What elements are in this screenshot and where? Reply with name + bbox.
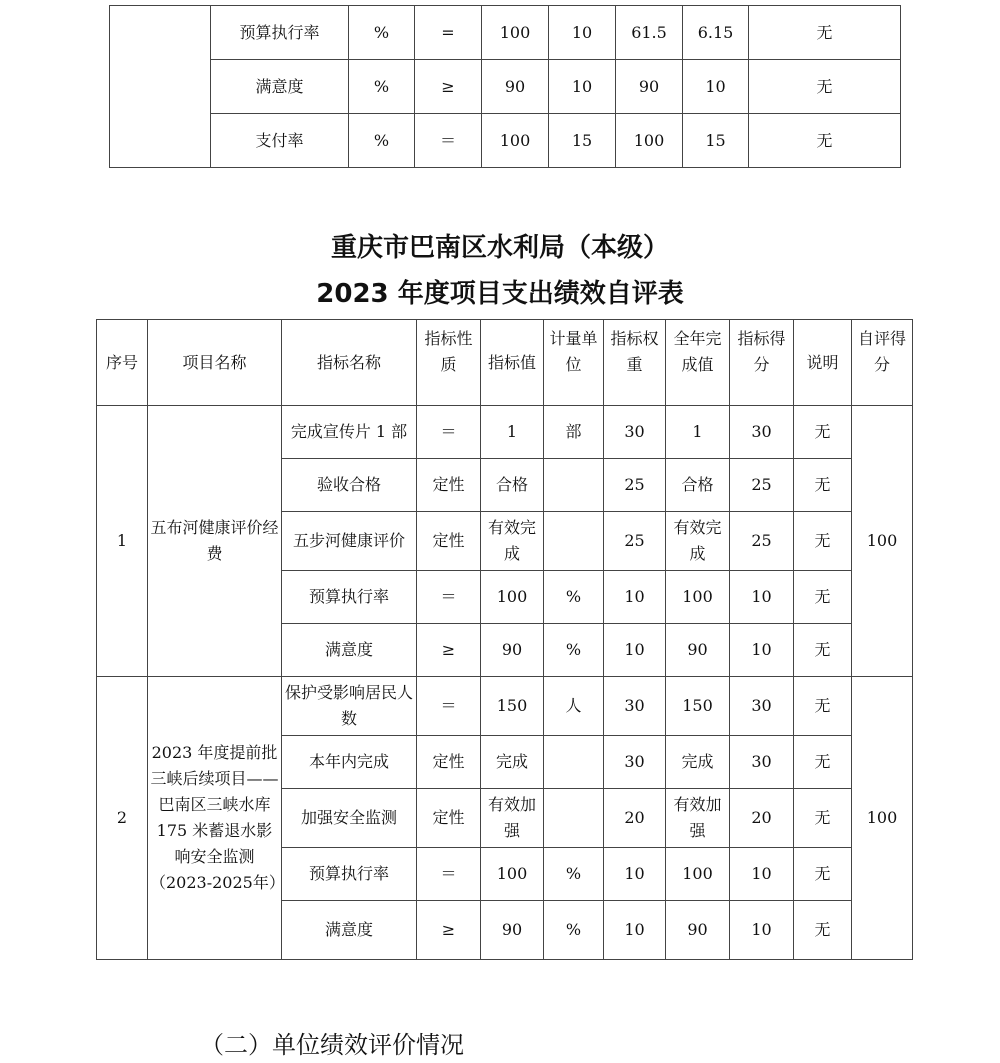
header-score: 指标得分 — [730, 320, 794, 406]
note: 无 — [794, 901, 852, 960]
actual-value: 90 — [616, 60, 683, 114]
score: 10 — [730, 848, 794, 901]
score: 20 — [730, 789, 794, 848]
weight: 25 — [604, 459, 666, 512]
indicator-nature: ＝ — [417, 406, 481, 459]
indicator-name: 预算执行率 — [282, 571, 417, 624]
indicator-value: 有效完成 — [481, 512, 544, 571]
note: 无 — [749, 6, 901, 60]
indicator-name: 预算执行率 — [282, 848, 417, 901]
actual-value: 有效完成 — [666, 512, 730, 571]
indicator-name: 预算执行率 — [211, 6, 349, 60]
weight: 25 — [604, 512, 666, 571]
self-score: 100 — [852, 677, 913, 960]
table-row — [110, 114, 901, 168]
note: 无 — [749, 60, 901, 114]
document-title-line1: 重庆市巴南区水利局（本级） — [330, 233, 669, 263]
unit — [544, 512, 604, 571]
indicator-value: 100 — [481, 848, 544, 901]
header-unit: 计量单位 — [544, 320, 604, 406]
actual-value: 61.5 — [616, 6, 683, 60]
unit — [544, 736, 604, 789]
note: 无 — [794, 677, 852, 736]
note: 无 — [794, 512, 852, 571]
project-name: 2023 年度提前批三峡后续项目——巴南区三峡水库 175 米蓄退水影响安全监测（2023-2025年） — [148, 677, 282, 960]
actual-value: 90 — [666, 624, 730, 677]
indicator-nature: 定性 — [417, 512, 481, 571]
unit: % — [349, 60, 415, 114]
table-row — [110, 60, 901, 114]
indicator-nature: ＝ — [417, 848, 481, 901]
indicator-name: 验收合格 — [282, 459, 417, 512]
indicator-name: 满意度 — [282, 901, 417, 960]
actual-value: 100 — [666, 848, 730, 901]
target-value: 100 — [482, 114, 549, 168]
score: 25 — [730, 512, 794, 571]
weight: 10 — [549, 6, 616, 60]
unit: 人 — [544, 677, 604, 736]
header-weight: 指标权重 — [604, 320, 666, 406]
score: 30 — [730, 736, 794, 789]
note: 无 — [749, 114, 901, 168]
weight: 30 — [604, 736, 666, 789]
unit: % — [544, 848, 604, 901]
header-indicator-value: 指标值 — [481, 320, 544, 406]
previous-performance-table — [109, 5, 901, 168]
actual-value: 100 — [666, 571, 730, 624]
operator: = — [415, 6, 482, 60]
unit: % — [544, 571, 604, 624]
score: 25 — [730, 459, 794, 512]
indicator-value: 150 — [481, 677, 544, 736]
actual-value: 有效加强 — [666, 789, 730, 848]
table-row — [97, 406, 913, 459]
header-indicator-name: 指标名称 — [282, 320, 417, 406]
actual-value: 100 — [616, 114, 683, 168]
score: 10 — [730, 624, 794, 677]
indicator-name: 满意度 — [211, 60, 349, 114]
indicator-nature: 定性 — [417, 736, 481, 789]
unit — [544, 789, 604, 848]
merged-blank-cell — [110, 6, 211, 168]
indicator-nature: ＝ — [417, 571, 481, 624]
indicator-nature: ≥ — [417, 624, 481, 677]
actual-value: 150 — [666, 677, 730, 736]
indicator-value: 合格 — [481, 459, 544, 512]
indicator-nature: ≥ — [417, 901, 481, 960]
table-row — [110, 6, 901, 60]
note: 无 — [794, 571, 852, 624]
header-indicator-nature: 指标性质 — [417, 320, 481, 406]
note: 无 — [794, 459, 852, 512]
actual-value: 合格 — [666, 459, 730, 512]
note: 无 — [794, 736, 852, 789]
unit: % — [349, 6, 415, 60]
table-row — [97, 677, 913, 736]
score: 30 — [730, 406, 794, 459]
indicator-name: 满意度 — [282, 624, 417, 677]
actual-value: 1 — [666, 406, 730, 459]
indicator-value: 90 — [481, 624, 544, 677]
indicator-value: 100 — [481, 571, 544, 624]
score: 10 — [730, 901, 794, 960]
indicator-name: 本年内完成 — [282, 736, 417, 789]
indicator-value: 90 — [481, 901, 544, 960]
indicator-value: 完成 — [481, 736, 544, 789]
weight: 30 — [604, 406, 666, 459]
score: 10 — [683, 60, 749, 114]
header-actual: 全年完成值 — [666, 320, 730, 406]
document-title-line2: 2023 年度项目支出绩效自评表 — [316, 279, 684, 309]
self-score: 100 — [852, 406, 913, 677]
header-note: 说明 — [794, 320, 852, 406]
score: 10 — [730, 571, 794, 624]
weight: 10 — [604, 571, 666, 624]
project-performance-table — [96, 319, 913, 960]
indicator-nature: ＝ — [417, 677, 481, 736]
note: 无 — [794, 789, 852, 848]
indicator-value: 1 — [481, 406, 544, 459]
unit — [544, 459, 604, 512]
table-header-row — [97, 320, 913, 406]
weight: 15 — [549, 114, 616, 168]
header-self-score: 自评得分 — [852, 320, 913, 406]
header-seq: 序号 — [97, 320, 148, 406]
target-value: 90 — [482, 60, 549, 114]
score: 6.15 — [683, 6, 749, 60]
actual-value: 完成 — [666, 736, 730, 789]
project-name: 五布河健康评价经费 — [148, 406, 282, 677]
project-seq: 2 — [97, 677, 148, 960]
weight: 10 — [604, 848, 666, 901]
project-seq: 1 — [97, 406, 148, 677]
indicator-nature: 定性 — [417, 459, 481, 512]
indicator-name: 完成宣传片 1 部 — [282, 406, 417, 459]
score: 30 — [730, 677, 794, 736]
unit: % — [544, 901, 604, 960]
indicator-value: 有效加强 — [481, 789, 544, 848]
indicator-name: 保护受影响居民人数 — [282, 677, 417, 736]
operator: ＝ — [415, 114, 482, 168]
unit: % — [544, 624, 604, 677]
weight: 10 — [604, 624, 666, 677]
unit: % — [349, 114, 415, 168]
operator: ≥ — [415, 60, 482, 114]
weight: 20 — [604, 789, 666, 848]
header-project-name: 项目名称 — [148, 320, 282, 406]
score: 15 — [683, 114, 749, 168]
section-heading: （二）单位绩效评价情况 — [200, 1031, 464, 1059]
weight: 10 — [549, 60, 616, 114]
note: 无 — [794, 848, 852, 901]
target-value: 100 — [482, 6, 549, 60]
actual-value: 90 — [666, 901, 730, 960]
weight: 30 — [604, 677, 666, 736]
indicator-nature: 定性 — [417, 789, 481, 848]
indicator-name: 五步河健康评价 — [282, 512, 417, 571]
note: 无 — [794, 624, 852, 677]
note: 无 — [794, 406, 852, 459]
unit: 部 — [544, 406, 604, 459]
weight: 10 — [604, 901, 666, 960]
indicator-name: 支付率 — [211, 114, 349, 168]
indicator-name: 加强安全监测 — [282, 789, 417, 848]
